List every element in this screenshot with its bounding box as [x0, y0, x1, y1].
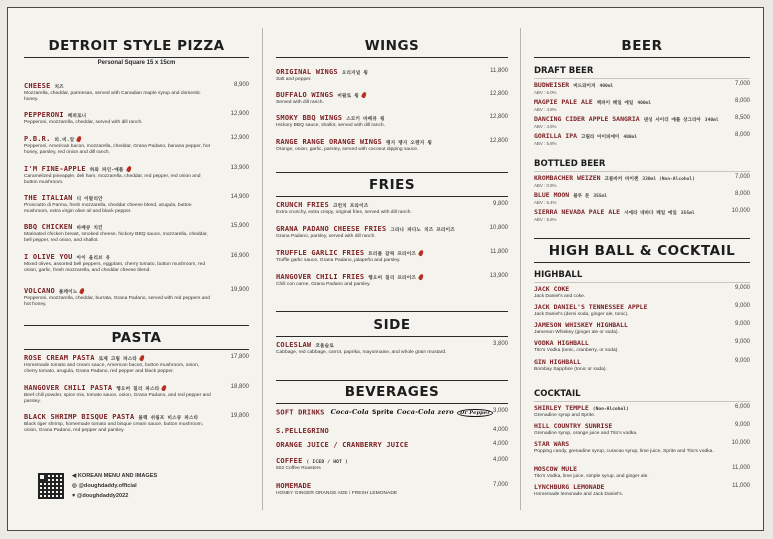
item-description: Mozzarella, cheddar, parmesan, served with Canadian maple syrup and domestic honey. — [24, 91, 201, 102]
item-description: Pepperoni, American bacon, mozzarella, cheddar, Grana Padano, banana pepper, hot honey, parsley, red onion and dill ranch. — [24, 144, 210, 155]
item-price: 6,000 — [734, 404, 750, 410]
item-price: 7,000 — [492, 482, 508, 488]
item-name: BBQ CHICKEN — [24, 223, 73, 231]
item-korean-name: 그라나 파다노 치즈 프라이즈 — [390, 228, 455, 233]
pasta-heading: PASTA — [111, 330, 162, 346]
coca-cola-zero-logo: Coca-Cola zero — [396, 408, 454, 416]
item-price: 8,000 — [734, 98, 750, 104]
subheading-rule — [534, 78, 750, 79]
item-korean-name: 스모키 바베큐 윙 — [346, 117, 385, 122]
pizza-heading: DETROIT STYLE PIZZA — [48, 38, 225, 54]
item-name: VOLCANO — [24, 287, 55, 295]
item-description: Homemade tomato and cream sauce, American bacon, button mushroom, onion, cherry tomato, arugula, Grana Padano, red pepper and black pepper. — [24, 363, 200, 374]
menu-item[interactable] — [534, 115, 750, 129]
item-korean-name: 맥파이 페일 에일 — [596, 101, 634, 106]
item-price: 13,900 — [230, 165, 249, 171]
heading-rule — [276, 57, 508, 58]
item-price: 12,900 — [230, 111, 249, 117]
item-title-row — [534, 483, 750, 491]
heading-rule — [534, 262, 750, 263]
item-abv: ABV : 5.8% — [534, 141, 557, 146]
item-price: 3,800 — [492, 341, 508, 347]
item-korean-name: 피.비.알 — [54, 138, 75, 143]
item-name: JAMESON WHISKEY HIGHBALL — [534, 321, 628, 329]
item-title-row — [534, 465, 750, 473]
item-description: Cabbage, red cabbage, carrot, paprika, mayonnaise, and whole grain mustard. — [276, 350, 447, 355]
item-korean-name: 하와 파인-애플 — [89, 168, 124, 173]
item-price: 3,000 — [492, 408, 508, 414]
menu-item[interactable] — [24, 165, 249, 186]
item-price: 15,900 — [230, 223, 249, 229]
menu-item[interactable] — [276, 441, 508, 449]
item-name: ORANGE JUICE / CRANBERRY JUICE — [276, 441, 409, 449]
heading-rule — [276, 380, 508, 381]
item-price: 10,800 — [489, 225, 508, 231]
item-korean-name: 고릴라 아이피에이 — [581, 135, 620, 140]
item-description: 502 Coffee Roasters — [276, 466, 321, 471]
item-korean-name: 버드와이저 — [573, 84, 596, 89]
menu-item[interactable] — [276, 457, 508, 472]
item-title-row — [276, 427, 508, 435]
item-description: Black tiger shrimp, homemade tomato and bisque cream sauce, button mushroom, onion, Grana Padano, red pepper and parsley. — [24, 422, 204, 433]
item-title-row — [24, 287, 249, 295]
item-price: 8,000 — [734, 191, 750, 197]
item-description: Bombay Sapphire (tonic or soda). — [534, 367, 607, 372]
item-abv: ABV : 5.6% — [534, 217, 557, 222]
menu-item[interactable] — [534, 208, 750, 222]
item-title-row — [24, 111, 249, 119]
menu-item[interactable] — [534, 404, 750, 419]
menu-item[interactable] — [534, 465, 750, 480]
menu-item[interactable] — [24, 223, 249, 244]
item-description: Jack Daniel's (demi soda, ginger ale, tonic). — [534, 312, 629, 317]
item-volume: 340ml — [704, 118, 719, 123]
footer-links — [24, 471, 249, 511]
item-description: Pepperoni, mozzarella, cheddar, burrata, Grana Padano, served with red peppers and hot honey. — [24, 296, 210, 307]
item-name: GORILLA IPA — [534, 132, 578, 140]
menu-item[interactable] — [276, 68, 508, 83]
item-abv: ABV : 5.0% — [534, 90, 557, 95]
item-price: 9,800 — [492, 201, 508, 207]
item-price: 10,000 — [731, 440, 750, 446]
item-korean-name: 코울슬로 — [315, 344, 334, 349]
pizza-size-note: Personal Square 15 x 15cm — [97, 60, 176, 66]
item-volume: 400ml — [623, 135, 638, 140]
item-name: HANGOVER CHILI PASTA — [24, 384, 113, 392]
item-description: Beef chili powder, spice mix, tomato sauce, onion, Grana Padano, and red pepper and parsley. — [24, 393, 211, 404]
item-title-row — [24, 135, 249, 143]
menu-item[interactable] — [24, 82, 249, 103]
item-description: Prosciutto di Parma, fresh mozzarella, cheddar cheese blend, arugula, button mushroom, extra virgin olive oil and black pepper. — [24, 203, 192, 214]
item-name: PEPPERONI — [24, 111, 64, 119]
item-korean-name: 행오버 칠리 프라이즈 — [368, 276, 416, 281]
subheading-rule — [534, 171, 750, 172]
item-korean-name: ( ICED / HOT ) — [306, 460, 349, 465]
item-korean-name: 트러플 갈릭 프라이즈 — [368, 252, 416, 257]
column-divider — [520, 28, 521, 510]
heading-rule — [534, 238, 750, 239]
wings-heading: WINGS — [364, 38, 420, 54]
item-price: 4,000 — [492, 457, 508, 463]
item-title-row — [24, 384, 249, 392]
item-korean-name: 크롬바커 바이젠 — [604, 177, 639, 182]
menu-item[interactable] — [24, 194, 249, 215]
menu-item[interactable] — [276, 273, 508, 288]
menu-item[interactable] — [276, 482, 508, 497]
heading-rule — [24, 349, 249, 350]
item-price: 9,000 — [734, 339, 750, 345]
item-title-row — [24, 253, 249, 261]
chat-icon: ♥ — [72, 493, 76, 499]
item-price: 9,000 — [734, 422, 750, 428]
menu-item[interactable] — [534, 358, 750, 373]
item-title-row — [276, 249, 508, 257]
menu-item[interactable] — [534, 132, 750, 146]
column-wings-fries — [276, 8, 508, 530]
item-price: 19,800 — [230, 413, 249, 419]
item-korean-name: (Non-Alcohol) — [592, 407, 629, 412]
item-description: Marinated chicken breast, smoked cheese, hickory BBQ sauce, mozzarella, cheddar, bell pepper, red onion, and shallot. — [24, 232, 208, 243]
item-name: BLUE MOON — [534, 191, 570, 199]
item-title-row — [534, 191, 750, 199]
bottled-beer-heading: BOTTLED BEER — [534, 159, 606, 169]
item-title-row — [534, 81, 750, 89]
item-description: Chili con carne, Grana Padano and parsley. — [276, 282, 371, 287]
menu-item[interactable] — [24, 111, 249, 126]
menu-sheet — [7, 7, 764, 531]
item-price: 7,000 — [734, 174, 750, 180]
item-name: VODKA HIGHBALL — [534, 339, 589, 347]
item-title-row — [534, 303, 750, 311]
item-description: Popping candy, grenadine syrup, curacao syrup, lime juice, Sprite and Tito's vodka. — [534, 449, 714, 454]
menu-item[interactable] — [534, 285, 750, 300]
menu-item[interactable] — [276, 91, 508, 106]
item-description: Salt and pepper. — [276, 77, 312, 82]
item-name: SIERRA NEVADA PALE ALE — [534, 208, 621, 216]
chili-icon — [361, 91, 367, 98]
item-title-row — [276, 482, 508, 490]
item-name: BUFFALO WINGS — [276, 91, 334, 99]
item-price: 8,000 — [734, 132, 750, 138]
item-name: CHEESE — [24, 82, 51, 90]
menu-item[interactable] — [276, 427, 508, 435]
item-price: 14,900 — [230, 194, 249, 200]
item-korean-name: 행오버 칠리 파스타 — [116, 387, 160, 392]
item-name: SOFT DRINKS — [276, 408, 325, 417]
item-name: JACK COKE — [534, 285, 570, 293]
item-name: GIN HIGHBALL — [534, 358, 581, 366]
item-title-row — [24, 194, 249, 202]
fries-heading: FRIES — [368, 177, 416, 193]
item-name: TRUFFLE GARLIC FRIES — [276, 249, 365, 257]
menu-item[interactable] — [534, 191, 750, 205]
item-title-row — [534, 174, 750, 182]
sprite-logo: Sprite — [371, 409, 394, 416]
item-title-row — [24, 354, 249, 362]
item-name: MAGPIE PALE ALE — [534, 98, 593, 106]
menu-item[interactable] — [276, 138, 508, 153]
heading-rule — [276, 311, 508, 312]
draft-beer-heading: DRAFT BEER — [534, 66, 594, 76]
menu-item[interactable] — [534, 303, 750, 318]
item-korean-name: 아이 올리브 유 — [76, 256, 111, 261]
item-korean-name: 오리지널 윙 — [341, 71, 368, 76]
item-volume: 355ml — [593, 194, 608, 199]
item-price: 11,000 — [732, 465, 750, 471]
item-name: HILL COUNTRY SUNRISE — [534, 422, 613, 430]
menu-item[interactable] — [276, 225, 508, 240]
item-name: STAR WARS — [534, 440, 570, 448]
item-name: HOMEMADE — [276, 482, 312, 490]
item-korean-name: 버팔로 윙 — [337, 94, 359, 99]
item-name: THE ITALIAN — [24, 194, 73, 202]
item-korean-name: 블랙 쉬림프 비스큐 파스타 — [138, 416, 199, 421]
item-name: HANGOVER CHILI FRIES — [276, 273, 365, 281]
item-name: COFFEE — [276, 457, 303, 465]
item-name: DANCING CIDER APPLE SANGRIA — [534, 115, 640, 123]
item-price: 9,000 — [734, 303, 750, 309]
item-korean-name: 페퍼로니 — [67, 114, 87, 119]
item-title-row — [534, 321, 750, 329]
highball-subheading: HIGHBALL — [534, 270, 583, 280]
item-price: 19,900 — [230, 287, 249, 293]
item-name: RANGE RANGE ORANGE WINGS — [276, 138, 382, 146]
item-price: 13,900 — [489, 273, 508, 279]
item-title-row — [534, 208, 750, 216]
menu-item[interactable] — [534, 440, 750, 455]
menu-item[interactable] — [24, 135, 249, 156]
item-title-row — [276, 408, 508, 417]
item-price: 12,800 — [489, 91, 508, 97]
item-price: 10,000 — [731, 208, 750, 214]
subheading-rule — [534, 401, 750, 402]
menu-item[interactable] — [276, 249, 508, 264]
item-description: Tito's Vodka (tonic, cranberry, or soda). — [534, 348, 619, 353]
item-description: Tito's Vodka, lime juice, simple syrup, and ginger ale. — [534, 474, 649, 479]
item-korean-name: 로제 크림 파스타 — [98, 357, 138, 362]
item-title-row — [24, 413, 249, 421]
item-price: 12,800 — [489, 114, 508, 120]
item-description: Served with dill ranch. — [276, 100, 324, 105]
item-title-row — [534, 339, 750, 347]
item-korean-name: 댄싱 사이더 애플 상그리아 — [643, 118, 701, 123]
item-title-row — [276, 273, 508, 281]
item-description: Jameson Whiskey (ginger ale or soda). — [534, 330, 619, 335]
item-description: Truffle garlic sauce, Grana Padano, jalapeño and parsley. — [276, 258, 401, 263]
heading-rule — [24, 57, 249, 58]
item-price: 9,000 — [734, 285, 750, 291]
item-price: 18,800 — [230, 384, 249, 390]
item-description: Orange, onion, garlic, parsley, served with coconut dipping sauce. — [276, 147, 419, 152]
menu-item[interactable] — [534, 339, 750, 354]
item-title-row — [534, 358, 750, 366]
item-name: I OLIVE YOU — [24, 253, 73, 261]
item-title-row — [276, 225, 508, 233]
menu-item[interactable] — [534, 483, 750, 498]
chili-icon — [418, 273, 424, 280]
item-abv: ABV : 5.4% — [534, 200, 557, 205]
item-korean-name: 바베큐 치킨 — [76, 226, 103, 231]
item-korean-name: 볼케이노 — [58, 290, 78, 295]
highball-cocktail-heading: HIGH BALL & COCKTAIL — [548, 243, 736, 259]
menu-item[interactable] — [534, 81, 750, 95]
item-name: JACK DANIEL'S TENNESSEE APPLE — [534, 303, 648, 311]
item-volume: 400ml — [637, 101, 652, 106]
item-title-row — [276, 114, 508, 122]
item-name: ROSE CREAM PASTA — [24, 354, 95, 362]
chili-icon — [418, 249, 424, 256]
item-title-row — [276, 441, 508, 449]
item-volume: 330ml (Non-Alcohol) — [642, 177, 695, 182]
item-korean-name: 블루 문 — [573, 194, 590, 199]
item-price: 9,000 — [734, 321, 750, 327]
item-price: 7,000 — [734, 81, 750, 87]
heading-rule — [24, 325, 249, 326]
soft-drink-brands — [331, 408, 497, 417]
item-description: Extra crunchy, extra crispy, original fries, served with dill ranch. — [276, 210, 412, 215]
item-price: 16,900 — [230, 253, 249, 259]
column-divider — [262, 28, 263, 510]
item-title-row — [24, 223, 249, 231]
item-title-row — [24, 82, 249, 90]
item-title-row — [276, 138, 508, 146]
instagram-icon: ◎ — [72, 483, 77, 489]
side-heading: SIDE — [373, 317, 411, 333]
item-korean-name: 랭지 랭지 오렌지 윙 — [385, 141, 432, 146]
column-beer-cocktail — [534, 8, 750, 530]
item-name: I'M FINE-APPLE — [24, 165, 86, 173]
menu-item[interactable] — [534, 321, 750, 336]
item-description: Grenadine syrup, orange juice and Tito's vodka. — [534, 431, 638, 436]
menu-item[interactable] — [24, 253, 249, 274]
item-price: 11,800 — [490, 249, 508, 255]
dr-pepper-logo: Dr Pepper — [457, 409, 493, 417]
menu-item[interactable] — [24, 413, 249, 434]
item-description: Pepperoni, mozzarella, cheddar, served with dill ranch. — [24, 120, 143, 125]
menu-item[interactable] — [534, 422, 750, 437]
item-name: CRUNCH FRIES — [276, 201, 329, 209]
menu-item[interactable] — [276, 201, 508, 216]
menu-item[interactable] — [534, 98, 750, 112]
item-name: SHIRLEY TEMPLE — [534, 404, 589, 412]
item-abv: ABV : 4.5% — [534, 124, 557, 129]
column-pizza-pasta — [24, 8, 249, 530]
item-title-row — [276, 68, 508, 76]
item-description: Mixed olives, assorted bell peppers, eggplant, cherry tomato, button mushroom, red onion, garlic, fresh mozzarella, and cheddar cheese blend. — [24, 262, 206, 273]
heading-rule — [276, 196, 508, 197]
item-title-row — [276, 91, 508, 99]
heading-rule — [276, 172, 508, 173]
item-description: Grenadine syrup and Sprite. — [534, 413, 596, 418]
menu-item[interactable] — [24, 287, 249, 308]
menu-item[interactable] — [276, 341, 508, 356]
qr-code[interactable] — [38, 473, 64, 499]
item-title-row — [24, 165, 249, 173]
heading-rule — [534, 57, 750, 58]
item-description: HONEY GINGER ORANGE ADE / FRESH LEMONADE — [276, 491, 398, 496]
item-title-row — [534, 98, 750, 106]
menu-item[interactable] — [276, 408, 508, 417]
item-title-row — [534, 132, 750, 140]
item-price: 4,000 — [492, 427, 508, 433]
heading-rule — [276, 336, 508, 337]
item-name: P.B.R. — [24, 135, 51, 143]
chili-icon — [79, 287, 85, 294]
item-price: 12,800 — [489, 138, 508, 144]
item-volume: 355ml — [680, 211, 695, 216]
item-price: 8,500 — [734, 115, 750, 121]
item-korean-name: 디 이탈리안 — [76, 197, 103, 202]
menu-item[interactable] — [276, 114, 508, 129]
item-price: 11,800 — [490, 68, 508, 74]
item-abv: ABV : 0.5% — [534, 183, 557, 188]
secondary-handle[interactable]: ♥ @doughdaddy2022 — [72, 493, 129, 499]
item-price: 12,900 — [230, 135, 249, 141]
item-name: COLESLAW — [276, 341, 312, 349]
item-price: 11,000 — [732, 483, 750, 489]
item-volume: 400ml — [599, 84, 614, 89]
item-title-row — [534, 422, 750, 430]
chili-icon — [139, 354, 145, 361]
cocktail-subheading: COCKTAIL — [534, 389, 581, 399]
item-description: Homemade lemonade and Jack Daniel's. — [534, 492, 624, 497]
coca-cola-logo: Coca-Cola — [330, 408, 369, 416]
item-description: Grana Padano, parsley, served with dill ranch. — [276, 234, 376, 239]
item-name: BLACK SHRIMP BISQUE PASTA — [24, 413, 135, 421]
item-name: SMOKY BBQ WINGS — [276, 114, 343, 122]
item-name: LYNCHBURG LEMONADE — [534, 483, 605, 491]
item-description: Caramelized pineapple, deli ham, mozzarella, cheddar, red pepper, red onion and button mushroom. — [24, 174, 201, 185]
item-korean-name: 치즈 — [54, 85, 64, 90]
beer-heading: BEER — [621, 38, 663, 54]
subheading-rule — [534, 282, 750, 283]
item-korean-name: 크런치 프라이즈 — [332, 204, 369, 209]
item-price: 9,000 — [734, 358, 750, 364]
item-title-row — [276, 341, 508, 349]
menu-item[interactable] — [24, 354, 249, 375]
item-description: Hickory BBQ sauce, shallot, served with dill ranch. — [276, 123, 385, 128]
korean-menu-link[interactable]: ◀ KOREAN MENU AND IMAGES — [72, 473, 158, 479]
menu-item[interactable] — [24, 384, 249, 405]
item-price: 8,900 — [233, 82, 249, 88]
item-abv: ABV : 4.8% — [534, 107, 557, 112]
item-korean-name: 시에라 네바다 페일 에일 — [624, 211, 677, 216]
item-title-row — [276, 457, 508, 465]
chili-icon — [76, 135, 82, 142]
item-title-row — [534, 115, 750, 123]
item-description: Jack Daniel's and coke. — [534, 294, 586, 299]
item-name: MOSCOW MULE — [534, 465, 578, 473]
item-title-row — [534, 285, 750, 293]
item-title-row — [534, 440, 750, 448]
chili-icon — [161, 384, 167, 391]
instagram-handle[interactable]: ◎ @doughdaddy.official — [72, 483, 137, 489]
item-name: S.PELLEGRINO — [276, 427, 329, 435]
item-name: ORIGINAL WINGS — [276, 68, 338, 76]
chili-icon — [125, 165, 131, 172]
heading-rule — [276, 403, 508, 404]
item-price: 4,000 — [492, 441, 508, 447]
item-name: KROMBACHER WEIZEN — [534, 174, 601, 182]
beverages-heading: BEVERAGES — [344, 384, 440, 400]
item-price: 17,800 — [230, 354, 249, 360]
item-name: BUDWEISER — [534, 81, 570, 89]
item-title-row — [276, 201, 508, 209]
item-title-row — [534, 404, 750, 412]
menu-item[interactable] — [534, 174, 750, 188]
item-name: GRANA PADANO CHEESE FRIES — [276, 225, 387, 233]
